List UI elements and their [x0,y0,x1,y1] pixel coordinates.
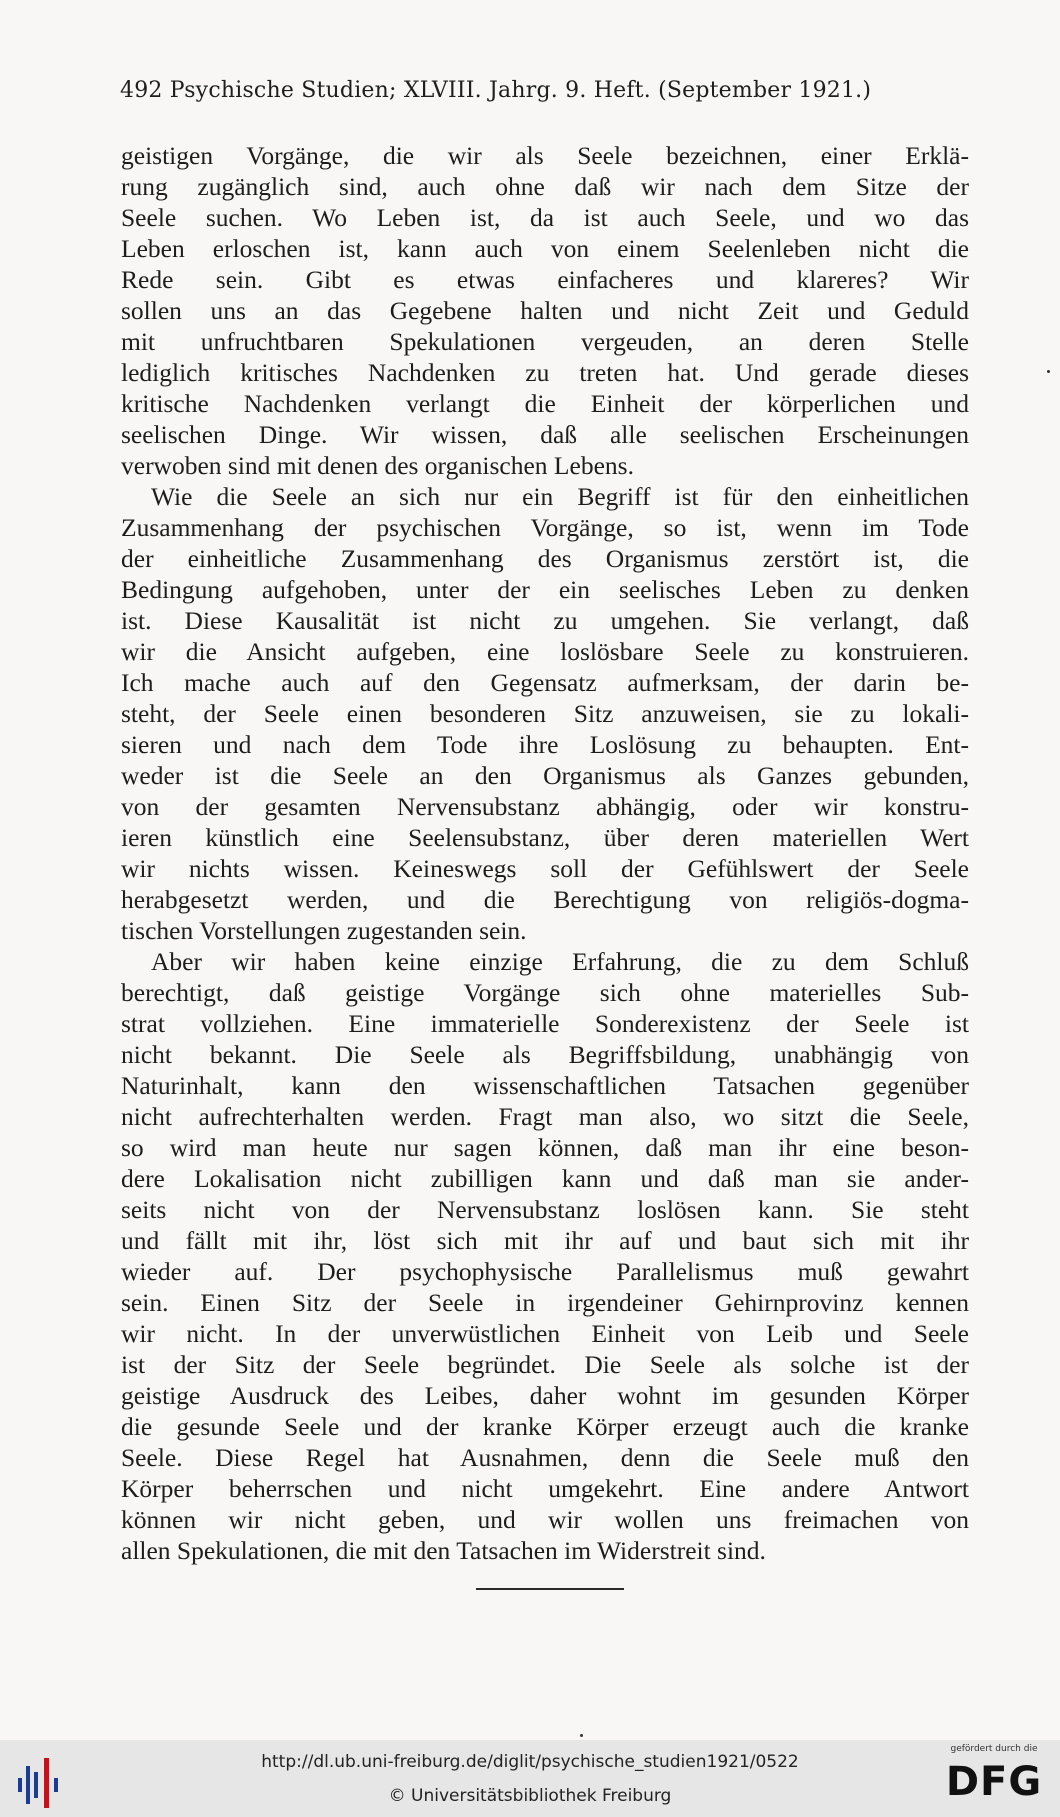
running-head: 492 Psychische Studien; XLVIII. Jahrg. 9. Heft. (September 1921.) [120,78,872,103]
text-line: berechtigt, daß geistige Vorgänge sich ohne materielles Sub- [121,978,969,1007]
text-line: wir die Ansicht aufgeben, eine loslösbare Seele zu konstruieren. [121,637,969,666]
text-line: nicht aufrechterhalten werden. Fragt man also, wo sitzt die Seele, [121,1102,969,1131]
text-line: steht, der Seele einen besonderen Sitz anzuweisen, sie zu lokali- [121,699,969,728]
text-line: Seele. Diese Regel hat Ausnahmen, denn die Seele muß den [121,1443,969,1472]
text-line: tischen Vorstellungen zugestanden sein. [121,916,527,945]
footer-copyright: © Universitätsbibliothek Freiburg [388,1786,672,1806]
body-text [121,140,969,1566]
text-line: wieder auf. Der psychophysische Parallelismus muß gewahrt [121,1257,969,1286]
text-line: rung zugänglich sind, auch ohne daß wir nach dem Sitze der [121,172,969,201]
dfg-logo [934,1744,1052,1814]
text-line: die gesunde Seele und der kranke Körper erzeugt auch die kranke [121,1412,969,1441]
text-line: seelischen Dinge. Wir wissen, daß alle seelischen Erscheinungen [121,420,969,449]
dfg-caption: gefördert durch die [950,1744,1038,1754]
text-line: so wird man heute nur sagen können, daß man ihr eine beson- [121,1133,969,1162]
footer-bar [0,1740,1060,1817]
text-line: Naturinhalt, kann den wissenschaftlichen Tatsachen gegenüber [121,1071,969,1100]
text-line: nicht bekannt. Die Seele als Begriffsbildung, unabhängig von [121,1040,969,1069]
text-line: von der gesamten Nervensubstanz abhängig, oder wir konstru- [121,792,969,821]
text-line: seits nicht von der Nervensubstanz loslösen kann. Sie steht [121,1195,969,1224]
text-line: Körper beherrschen und nicht umgekehrt. Eine andere Antwort [121,1474,969,1503]
text-line: der einheitliche Zusammenhang des Organismus zerstört ist, die [121,544,969,573]
text-line: können wir nicht geben, und wir wollen uns freimachen von [121,1505,969,1534]
text-line: weder ist die Seele an den Organismus als Ganzes gebunden, [121,761,969,790]
scan-speck [1047,370,1050,373]
text-line: kritische Nachdenken verlangt die Einheit der körperlichen und [121,389,969,418]
text-line: sollen uns an das Gegebene halten und nicht Zeit und Geduld [121,296,969,325]
text-line: Leben erloschen ist, kann auch von einem Seelenleben nicht die [121,234,969,263]
text-line: lediglich kritisches Nachdenken zu treten hat. Und gerade dieses [121,358,969,387]
end-rule [476,1588,624,1590]
text-line: sieren und nach dem Tode ihre Loslösung zu behaupten. Ent- [121,730,969,759]
text-line: sein. Einen Sitz der Seele in irgendeiner Gehirnprovinz kennen [121,1288,969,1317]
text-line: wir nicht. In der unverwüstlichen Einheit von Leib und Seele [121,1319,969,1348]
text-line: dere Lokalisation nicht zubilligen kann und daß man sie ander- [121,1164,969,1193]
text-line: herabgesetzt werden, und die Berechtigung von religiös-dogma- [121,885,969,914]
text-line: mit unfruchtbaren Spekulationen vergeuden, an deren Stelle [121,327,969,356]
text-line: ieren künstlich eine Seelensubstanz, über deren materiellen Wert [121,823,969,852]
scan-speck [580,1734,583,1737]
text-line: Zusammenhang der psychischen Vorgänge, so ist, wenn im Tode [121,513,969,542]
dfg-logo-text: DFG [945,1759,1043,1805]
text-line: allen Spekulationen, die mit den Tatsachen im Widerstreit sind. [121,1536,766,1565]
text-line: ist der Sitz der Seele begründet. Die Seele als solche ist der [121,1350,969,1379]
text-line: wir nichts wissen. Keineswegs soll der Gefühlswert der Seele [121,854,969,883]
text-line: Bedingung aufgehoben, unter der ein seelisches Leben zu denken [121,575,969,604]
text-line: ist. Diese Kausalität ist nicht zu umgehen. Sie verlangt, daß [121,606,969,635]
text-line: Ich mache auch auf den Gegensatz aufmerksam, der darin be- [121,668,969,697]
text-line: und fällt mit ihr, löst sich mit ihr auf und baut sich mit ihr [121,1226,969,1255]
text-line: Seele suchen. Wo Leben ist, da ist auch Seele, und wo das [121,203,969,232]
text-line: Wie die Seele an sich nur ein Begriff ist für den einheitlichen [151,482,969,511]
text-line: geistigen Vorgänge, die wir als Seele bezeichnen, einer Erklä- [121,141,969,170]
text-line: strat vollziehen. Eine immaterielle Sonderexistenz der Seele ist [121,1009,969,1038]
footer-url[interactable]: http://dl.ub.uni-freiburg.de/diglit/psychische_studien1921/0522 [261,1752,799,1772]
text-line: geistige Ausdruck des Leibes, daher wohnt im gesunden Körper [121,1381,969,1410]
text-line: Rede sein. Gibt es etwas einfacheres und klareres? Wir [121,265,969,294]
text-line: Aber wir haben keine einzige Erfahrung, die zu dem Schluß [151,947,969,976]
text-line: verwoben sind mit denen des organischen Lebens. [121,451,634,480]
